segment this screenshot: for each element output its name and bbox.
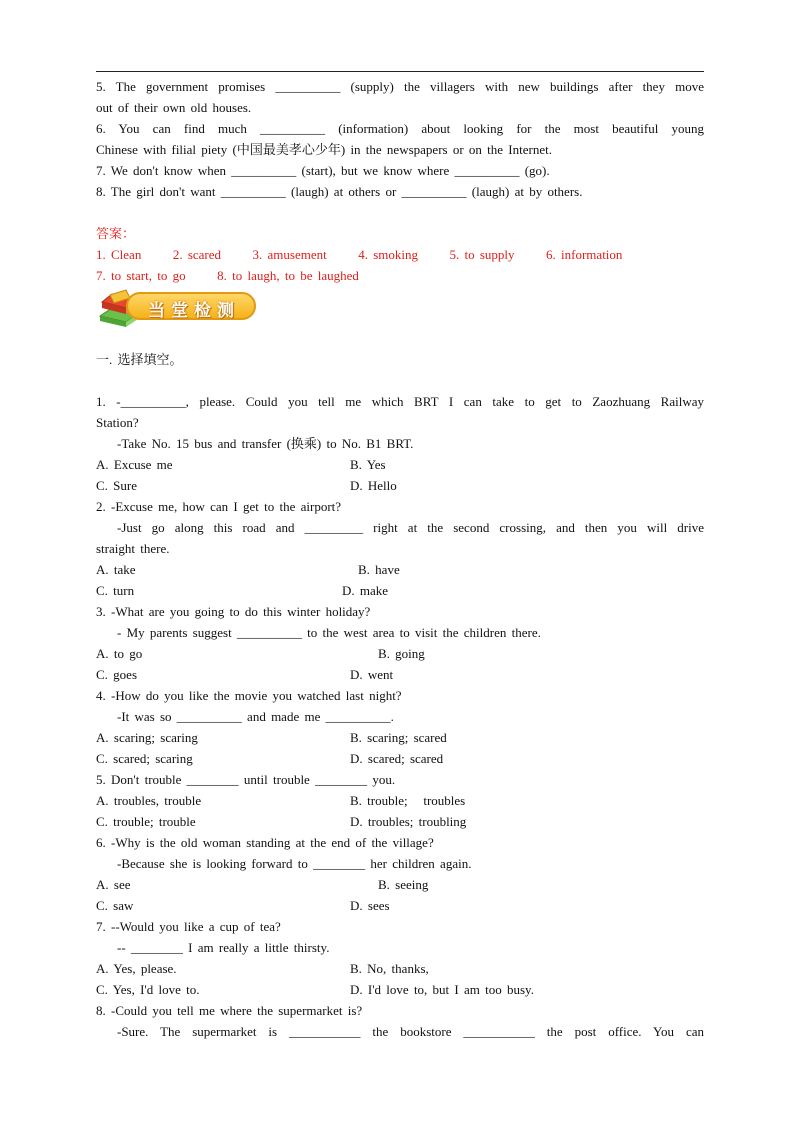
- question-text: 1. -__________, please. Could you tell me which BRT I can take to get to Zaozhuang Railway: [96, 394, 704, 409]
- question-reply-cont: straight there.: [96, 541, 170, 556]
- question-2: [96, 496, 704, 601]
- section-badge: [96, 286, 260, 328]
- option-c: C. turn: [96, 583, 135, 598]
- options-row: [96, 874, 704, 895]
- option-d: D. went: [350, 667, 394, 682]
- question-7: [96, 916, 704, 1000]
- options-row: [96, 475, 704, 496]
- fill-in-continuation: [96, 76, 704, 202]
- option-a: A. to go: [96, 646, 143, 661]
- option-c: C. trouble; trouble: [96, 814, 196, 829]
- option-a: A. scaring; scaring: [96, 730, 198, 745]
- option-b: B. have: [358, 562, 400, 577]
- option-c: C. goes: [96, 667, 137, 682]
- option-a: A. troubles, trouble: [96, 793, 202, 808]
- question-text: 4. -How do you like the movie you watched last night?: [96, 688, 402, 703]
- option-a: A. take: [96, 562, 136, 577]
- options-row: [96, 559, 704, 580]
- badge-pill: [126, 292, 256, 320]
- question-reply: -Sure. The supermarket is ___________ the bookstore ___________ the post office. You can: [117, 1024, 704, 1039]
- options-row: [96, 454, 704, 475]
- option-b: B. Yes: [350, 457, 386, 472]
- question-4: [96, 685, 704, 769]
- question-reply: -It was so __________ and made me __________.: [117, 709, 394, 724]
- options-row: [96, 748, 704, 769]
- text-line: 5. The government promises __________ (supply) the villagers with new buildings after they move: [96, 79, 704, 94]
- option-d: D. Hello: [350, 478, 397, 493]
- options-row: [96, 580, 704, 601]
- question-reply: -Take No. 15 bus and transfer (换乘) to No. B1 BRT.: [117, 436, 414, 451]
- header-rule: [96, 71, 704, 72]
- question-text: 5. Don't trouble ________ until trouble ________ you.: [96, 772, 396, 787]
- text-line: 8. The girl don't want __________ (laugh) at others or __________ (laugh) at by others.: [96, 184, 583, 199]
- option-b: B. trouble; troubles: [350, 793, 466, 808]
- options-row: [96, 643, 704, 664]
- section-title-text: 一. 选择填空。: [96, 352, 183, 367]
- badge-label: 当堂检测: [148, 301, 240, 321]
- answer-block: [96, 223, 704, 286]
- answer-label: 答案：: [96, 226, 136, 241]
- option-c: C. scared; scaring: [96, 751, 193, 766]
- text-line: Chinese with filial piety (中国最美孝心少年) in the newspapers or on the Internet.: [96, 142, 552, 157]
- answer-line: 1. Clean 2. scared 3. amusement 4. smoking 5. to supply 6. information: [96, 247, 623, 262]
- options-row: [96, 958, 704, 979]
- options-row: [96, 664, 704, 685]
- question-8: [96, 1000, 704, 1042]
- option-c: C. Sure: [96, 478, 137, 493]
- options-row: [96, 895, 704, 916]
- question-text: 2. -Excuse me, how can I get to the airport?: [96, 499, 342, 514]
- option-d: D. troubles; troubling: [350, 814, 467, 829]
- option-b: B. scaring; scared: [350, 730, 447, 745]
- question-text: Station?: [96, 415, 139, 430]
- question-reply: - My parents suggest __________ to the west area to visit the children there.: [117, 625, 541, 640]
- question-reply: -Because she is looking forward to ________ her children again.: [117, 856, 472, 871]
- options-row: [96, 790, 704, 811]
- question-5: [96, 769, 704, 832]
- question-text: 7. --Would you like a cup of tea?: [96, 919, 281, 934]
- question-6: [96, 832, 704, 916]
- option-d: D. sees: [350, 898, 390, 913]
- question-reply: -Just go along this road and _________ right at the second crossing, and then you will drive: [117, 520, 704, 535]
- option-b: B. going: [378, 646, 425, 661]
- question-3: [96, 601, 704, 685]
- answer-line: 7. to start, to go 8. to laugh, to be laughed: [96, 268, 359, 283]
- options-row: [96, 811, 704, 832]
- option-a: A. Yes, please.: [96, 961, 177, 976]
- question-reply: -- ________ I am really a little thirsty.: [117, 940, 330, 955]
- text-line: 7. We don't know when __________ (start), but we know where __________ (go).: [96, 163, 550, 178]
- option-d: D. I'd love to, but I am too busy.: [350, 982, 534, 997]
- question-text: 8. -Could you tell me where the supermarket is?: [96, 1003, 363, 1018]
- option-d: D. make: [342, 583, 389, 598]
- option-c: C. saw: [96, 898, 134, 913]
- options-row: [96, 727, 704, 748]
- question-1: [96, 391, 704, 496]
- option-b: B. No, thanks,: [350, 961, 429, 976]
- question-text: 3. -What are you going to do this winter holiday?: [96, 604, 371, 619]
- option-c: C. Yes, I'd love to.: [96, 982, 200, 997]
- option-a: A. Excuse me: [96, 457, 173, 472]
- option-a: A. see: [96, 877, 131, 892]
- option-b: B. seeing: [378, 877, 429, 892]
- section-title: [96, 349, 704, 370]
- options-row: [96, 979, 704, 1000]
- question-list: [96, 391, 704, 1042]
- text-line: 6. You can find much __________ (information) about looking for the most beautiful young: [96, 121, 704, 136]
- question-text: 6. -Why is the old woman standing at the end of the village?: [96, 835, 434, 850]
- option-d: D. scared; scared: [350, 751, 444, 766]
- text-line: out of their own old houses.: [96, 100, 252, 115]
